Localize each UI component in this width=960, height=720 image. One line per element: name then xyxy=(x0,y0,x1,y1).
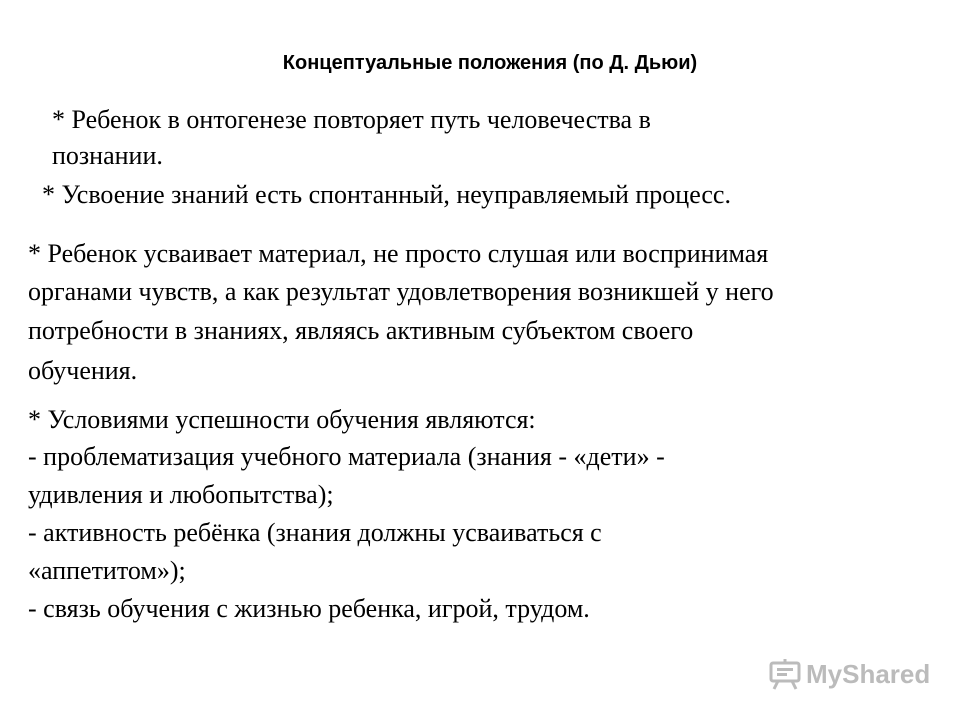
body-line-2: познании. xyxy=(52,141,163,170)
body-line-5: органами чувств, а как результат удовлетворения возникшей у него xyxy=(28,277,774,306)
body-line-12: «аппетитом»); xyxy=(28,556,186,585)
body-line-8: * Условиями успешности обучения являются: xyxy=(28,405,536,434)
body-line-1: * Ребенок в онтогенезе повторяет путь человечества в xyxy=(52,105,651,134)
body-line-10: удивления и любопытства); xyxy=(28,480,334,509)
slide-title: Концептуальные положения (по Д. Дьюи) xyxy=(282,52,698,74)
watermark-logo xyxy=(768,656,931,692)
body-line-13: - связь обучения с жизнью ребенка, игрой, трудом. xyxy=(28,594,590,623)
body-line-9: - проблематизация учебного материала (знания - «дети» - xyxy=(28,442,665,471)
body-line-6: потребности в знаниях, являясь активным субъектом своего xyxy=(28,316,694,345)
presentation-board-icon xyxy=(768,658,802,690)
body-line-11: - активность ребёнка (знания должны усваиваться с xyxy=(28,518,602,547)
watermark-text: MyShared xyxy=(806,658,931,689)
body-line-3: * Усвоение знаний есть спонтанный, неуправляемый процесс. xyxy=(42,180,731,209)
body-line-7: обучения. xyxy=(28,356,138,385)
body-line-4: * Ребенок усваивает материал, не просто слушая или воспринимая xyxy=(28,239,769,268)
